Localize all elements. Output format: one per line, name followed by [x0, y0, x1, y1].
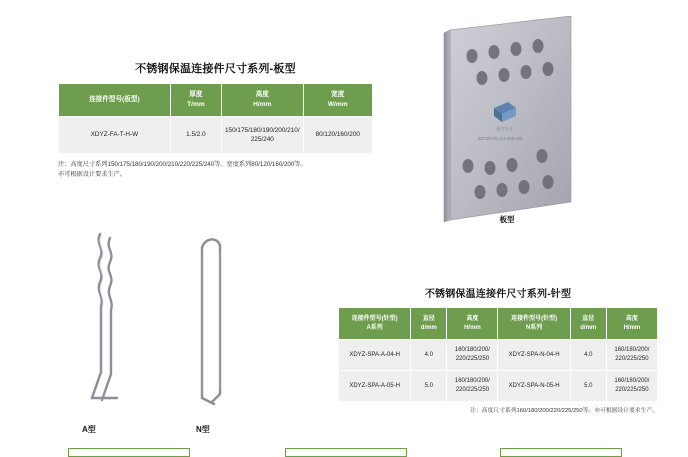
plate-table-title: 不锈钢保温连接件尺寸系列-板型 — [135, 63, 296, 75]
cell-thickness: 1.5/2.0 — [170, 117, 221, 154]
pin-table-note: 注：高度尺寸系列160/180/200/220/225/250等。亦可根据设计要求生产。 — [470, 408, 658, 414]
cell-n-diameter: 5.0 — [570, 371, 606, 402]
cell-model: XDYZ-FA-T-H-W — [59, 117, 171, 154]
pin-spec-table — [338, 307, 658, 402]
plate-caption: 板型 — [499, 215, 515, 224]
cell-n-model: XDYZ-SPA-N-05-H — [498, 371, 570, 402]
bottom-strip-center — [285, 448, 407, 457]
plate-table-head — [59, 84, 373, 117]
cell-a-height-line1: 160/180/200/ — [454, 347, 490, 354]
anchor-a-caption: A型 — [82, 425, 96, 434]
pin-col-a-model — [339, 308, 411, 340]
svg-text:鑫达实业: 鑫达实业 — [496, 126, 513, 131]
cell-n-height-line2: 220/225/250 — [615, 387, 649, 393]
plate-col-height-line1: 高度 — [255, 91, 269, 99]
cell-height-line2: 225/240 — [250, 136, 274, 143]
plate-col-model — [59, 84, 171, 117]
table-header-row — [339, 308, 658, 340]
plate-spec-section — [58, 60, 373, 180]
pin-col-n-model — [498, 308, 570, 340]
table-row — [59, 117, 373, 154]
plate-col-model-line1: 连接件型号(板型) — [89, 96, 140, 104]
plate-product-image — [432, 16, 582, 234]
anchor-n-shape — [202, 239, 220, 404]
cell-n-height-line2: 220/225/250 — [615, 356, 649, 362]
cell-height-line1: 150/175/180/190/200/210/ — [224, 126, 300, 134]
plate-col-height-line2: H/mm — [253, 101, 272, 108]
plate-col-thickness-line1: 厚度 — [189, 91, 203, 99]
pin-col-n-model-line2: N系列 — [525, 324, 543, 331]
anchor-a-shape — [92, 234, 117, 400]
pin-col-a-diameter — [411, 308, 447, 340]
cell-n-height-line1: 160/180/200/ — [614, 347, 650, 354]
pin-table-body — [339, 340, 658, 402]
pin-col-n-height-line2: H/mm — [623, 324, 641, 331]
table-row — [339, 371, 658, 402]
pin-col-a-height-line2: H/mm — [464, 324, 481, 331]
plate-col-width-line2: W/mm — [327, 101, 348, 108]
cell-a-model: XDYZ-SPA-A-04-H — [339, 340, 411, 371]
cell-a-height-line1: 160/180/200/ — [454, 378, 490, 385]
pin-col-a-model-line2: A系列 — [366, 324, 383, 331]
cell-n-model: XDYZ-SPA-N-04-H — [498, 340, 570, 371]
pin-col-n-height — [606, 308, 657, 340]
plate-col-thickness — [170, 84, 221, 117]
pin-spec-section — [338, 285, 658, 417]
plate-illustration-svg — [432, 16, 582, 234]
cell-a-diameter: 5.0 — [411, 371, 447, 402]
anchor-products-image — [62, 222, 292, 422]
cell-a-diameter: 4.0 — [411, 340, 447, 371]
cell-a-height — [447, 371, 498, 402]
plate-col-thickness-line2: T/mm — [187, 101, 205, 108]
plate-watermark-code: XDYZS-FA-1.5-200-120 — [478, 136, 523, 141]
anchor-n-caption: N型 — [196, 425, 210, 434]
pin-col-a-height — [447, 308, 498, 340]
plate-note-line1: 注：高度尺寸系列150/175/180/190/200/210/220/225/240等。宽度系列80/120/160/200等。 — [58, 161, 307, 168]
plate-table-body — [59, 117, 373, 154]
cell-n-height — [606, 340, 657, 371]
cell-a-height-line2: 220/225/250 — [455, 387, 490, 393]
plate-col-height — [222, 84, 304, 117]
pin-col-n-diameter-line2: d/mm — [580, 324, 597, 331]
bottom-strip-left — [68, 448, 190, 457]
cell-n-height-line1: 160/180/200/ — [614, 378, 650, 385]
pin-col-n-height-line1: 高度 — [625, 315, 638, 322]
pin-col-a-diameter-line2: d/mm — [420, 324, 437, 331]
pin-col-n-diameter-line1: 直径 — [582, 315, 595, 322]
pin-col-a-model-line1: 连接件型号(针型) — [351, 315, 398, 322]
cell-height — [222, 117, 304, 154]
anchor-illustration-svg — [62, 222, 292, 422]
pin-col-n-diameter — [570, 308, 606, 340]
pin-col-a-height-line1: 高度 — [466, 315, 479, 322]
cell-n-diameter: 4.0 — [570, 340, 606, 371]
plate-col-width-line1: 宽度 — [331, 91, 345, 99]
plate-spec-table — [58, 83, 373, 154]
cell-width: 80/120/160/200 — [303, 117, 372, 154]
pin-table-title: 不锈钢保温连接件尺寸系列-针型 — [424, 289, 572, 300]
table-header-row — [59, 84, 373, 117]
cell-a-height-line2: 220/225/250 — [455, 356, 490, 362]
plate-col-width — [303, 84, 372, 117]
table-row — [339, 340, 658, 371]
pin-col-n-model-line1: 连接件型号(针型) — [511, 315, 558, 322]
cell-n-height — [606, 371, 657, 402]
bottom-strip-right — [500, 448, 622, 457]
cell-a-height — [447, 340, 498, 371]
pin-col-a-diameter-line1: 直径 — [422, 315, 435, 322]
plate-table-note — [58, 160, 373, 180]
pin-table-head — [339, 308, 658, 340]
cell-a-model: XDYZ-SPA-A-05-H — [339, 371, 411, 402]
plate-note-line2: 亦可根据设计要求生产。 — [58, 171, 127, 179]
